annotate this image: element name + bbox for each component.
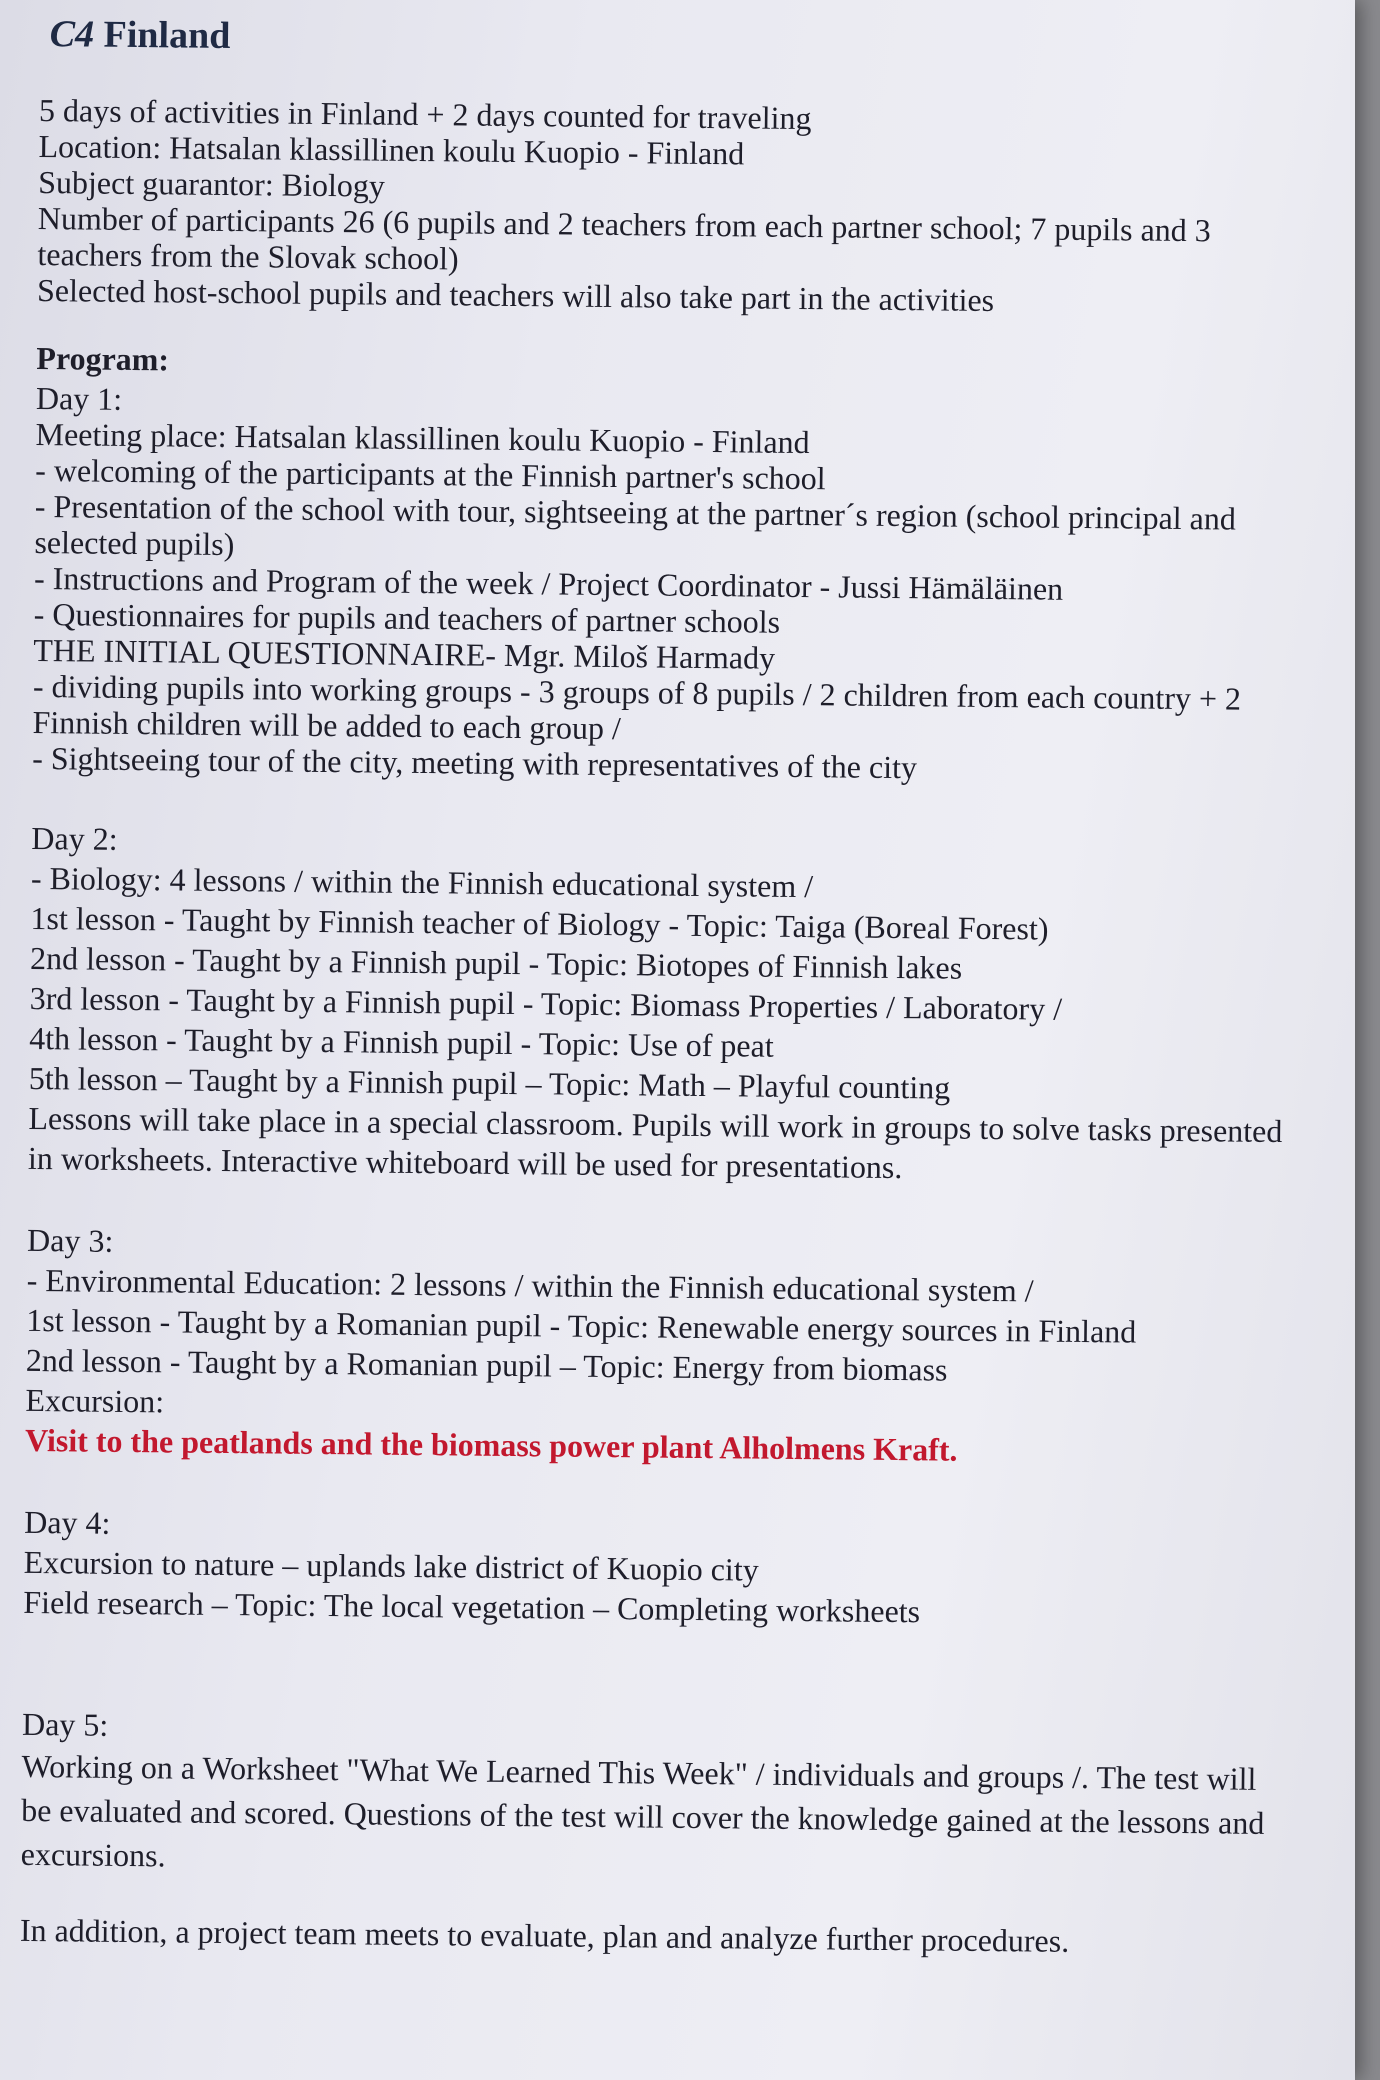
day3-line: Excursion: (25, 1381, 165, 1420)
day2-line: 5th lesson – Taught by a Finnish pupil – Topic: Math – Playful counting (28, 1059, 951, 1106)
day2-block (28, 818, 1332, 1192)
day2-line: 2nd lesson - Taught by a Finnish pupil - Topic: Biotopes of Finnish lakes (29, 939, 963, 986)
day1-line: - Presentation of the school with tour, sightseeing at the partner´s region (school principal and selected pupils) (34, 487, 1237, 563)
intro-location: Location: Hatsalan klassillinen koulu Kuopio - Finland (38, 127, 745, 172)
day1-line: - Instructions and Program of the week / Project Coordinator - Jussi Hämäläinen (33, 559, 1064, 607)
document-content (20, 14, 1340, 1964)
day1-line: THE INITIAL QUESTIONNAIRE- Mgr. Miloš Harmady (33, 631, 776, 676)
day3-label: Day 3: (26, 1221, 114, 1259)
intro-block (37, 92, 1339, 322)
day1-block (32, 380, 1336, 790)
day1-line: - welcoming of the participants at the Finnish partner's school (35, 451, 826, 497)
day3-line: 2nd lesson - Taught by a Romanian pupil – Topic: Energy from biomass (25, 1341, 948, 1388)
day5-text: Working on a Worksheet "What We Learned This Week" / individuals and groups /. The test will be evaluated and scored. Questions of the test will cover the knowledge gained at the lessons and excursions. (20, 1747, 1265, 1874)
day4-line: Field research – Topic: The local vegetation – Completing worksheets (23, 1583, 921, 1630)
day1-line: - dividing pupils into working groups - 3 groups of 8 pupils / 2 children from each country + 2 Finnish children will be added to each group / (32, 667, 1242, 747)
day2-line: Lessons will take place in a special classroom. Pupils will work in groups to solve tasks presented in worksheets. Interactive whiteboard will be used for presentations. (27, 1099, 1283, 1186)
day1-line: - Sightseeing tour of the city, meeting with representatives of the city (32, 739, 918, 786)
program-heading: Program: (36, 339, 170, 378)
day4-line: Excursion to nature – uplands lake district of Kuopio city (23, 1543, 759, 1588)
intro-participants: Number of participants 26 (6 pupils and 2 teachers from each partner school; 7 pupils and 3 teachers from the Slovak school) (37, 199, 1211, 277)
day5-block (21, 1704, 1323, 1890)
section-code: C4 (49, 13, 95, 56)
intro-subject: Subject guarantor: Biology (38, 163, 386, 204)
day2-label: Day 2: (31, 819, 118, 857)
day2-line: 4th lesson - Taught by a Finnish pupil - Topic: Use of peat (29, 1019, 774, 1064)
day1-line: Meeting place: Hatsalan klassillinen koulu Kuopio - Finland (35, 415, 810, 461)
section-title (50, 14, 1340, 68)
day1-line: - Questionnaires for pupils and teachers of partner schools (33, 595, 781, 640)
day2-line: 3rd lesson - Taught by a Finnish pupil - Topic: Biomass Properties / Laboratory / (29, 979, 1063, 1027)
day4-block (23, 1502, 1324, 1636)
day3-line: - Environmental Education: 2 lessons / within the Finnish educational system / (26, 1261, 1034, 1309)
day3-block (25, 1220, 1327, 1474)
intro-duration: 5 days of activities in Finland + 2 days counted for traveling (38, 91, 812, 137)
day2-line: 1st lesson - Taught by Finnish teacher of Biology - Topic: Taiga (Boreal Forest) (30, 899, 1049, 947)
day5-label: Day 5: (21, 1705, 109, 1743)
day3-line: 1st lesson - Taught by a Romanian pupil - Topic: Renewable energy sources in Finland (26, 1301, 1137, 1350)
closing-note: In addition, a project team meets to evaluate, plan and analyze further procedures. (19, 1911, 1070, 1959)
day2-line: - Biology: 4 lessons / within the Finnish educational system / (30, 859, 814, 905)
day1-label: Day 1: (35, 379, 123, 417)
day4-label: Day 4: (24, 1503, 111, 1541)
day3-highlight: Visit to the peatlands and the biomass power plant Alholmens Kraft. (24, 1421, 958, 1468)
intro-host-school: Selected host-school pupils and teachers will also take part in the activities (36, 271, 995, 319)
section-name: Finland (103, 13, 231, 57)
